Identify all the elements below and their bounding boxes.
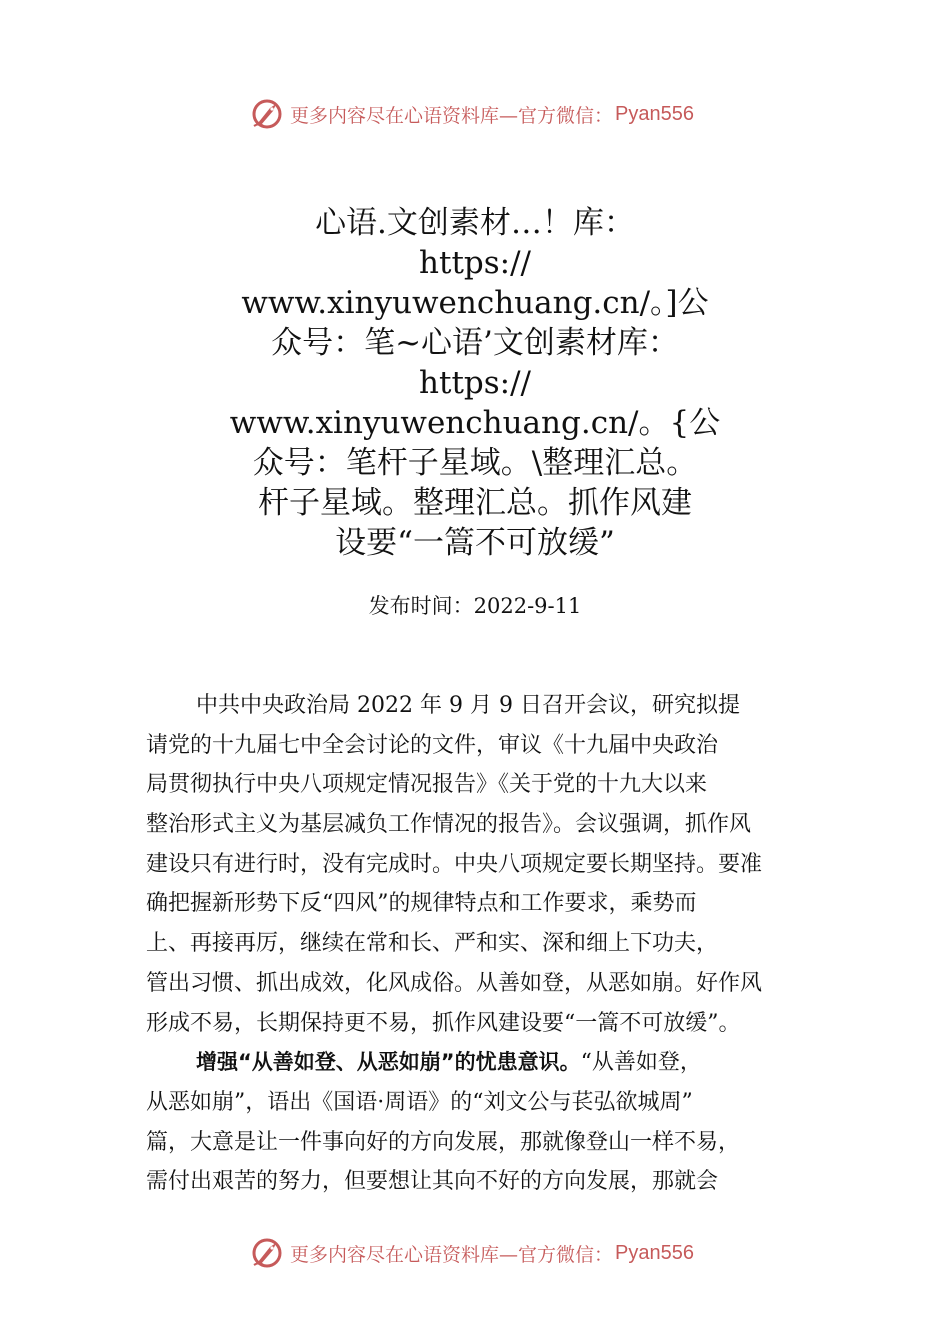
banner-text: 更多内容尽在心语资料库—官方微信： [290,1243,614,1266]
title-line: www.xinyuwenchuang.cn/。{公 [229,405,721,441]
body-line: 整治形式主义为基层减负工作情况的报告》。会议强调，抓作风 [146,812,752,838]
title-line: 众号：笔杆子星域。\整理汇总。 [252,445,698,481]
title-line: https:// [419,245,531,281]
body-line: 请党的十九届七中全会讨论的文件，审议《十九届中央政治 [146,732,719,758]
title-line: www.xinyuwenchuang.cn/。]公 [241,285,709,321]
body-line: 形成不易，长期保持更不易，抓作风建设要“一篙不可放缓”。 [146,1010,741,1036]
section-heading-line [146,1043,826,1083]
article-body [146,686,826,1202]
body-line: 管出习惯、抓出成效，化风成俗。从善如登，从恶如崩。好作风 [146,970,763,996]
body-line: 确把握新形势下反“四风”的规律特点和工作要求，乘势而 [146,891,697,917]
body-line: 从恶如崩”，语出《国语·周语》的“刘文公与苌弘欲城周” [146,1089,693,1115]
section-heading-rest: “从善如登， [580,1050,702,1076]
banner-wechat-id: Pyan556 [615,102,694,125]
title-line: 设要“一篙不可放缓” [335,525,615,561]
footer-banner [0,1233,950,1273]
body-line: 篇，大意是让一件事向好的方向发展，那就像登山一样不易， [146,1129,741,1155]
section-heading-bold: 增强“从善如登、从恶如崩”的忧患意识。 [196,1050,581,1075]
title-line: 杆子星域。整理汇总。抓作风建 [258,485,692,521]
body-line: 上、再接再厉，继续在常和长、严和实、深和细上下功夫， [146,931,719,957]
pen-nib-seal-icon [250,96,286,132]
banner-text: 更多内容尽在心语资料库—官方微信： [290,104,614,127]
banner-wechat-id: Pyan556 [615,1241,694,1264]
publish-date-value: 2022-9-11 [473,594,582,618]
header-banner [0,94,950,134]
body-line: 需付出艰苦的努力，但要想让其向不好的方向发展，那就会 [146,1169,719,1195]
publish-date [0,590,950,620]
body-line: 建设只有进行时，没有完成时。中央八项规定要长期坚持。要准 [146,851,763,877]
document-title [175,203,775,563]
title-line: 众号：笔~心语’文创素材库： [271,325,679,361]
publish-date-label: 发布时间： [368,594,474,618]
body-line: 中共中央政治局 2022 年 9 月 9 日召开会议，研究拟提 [196,693,740,718]
title-line: https:// [419,365,531,401]
title-line: 心语.文创素材…！库： [315,205,635,241]
body-line: 局贯彻执行中央八项规定情况报告》《关于党的十九大以来 [146,772,708,798]
pen-nib-seal-icon [250,1235,286,1271]
